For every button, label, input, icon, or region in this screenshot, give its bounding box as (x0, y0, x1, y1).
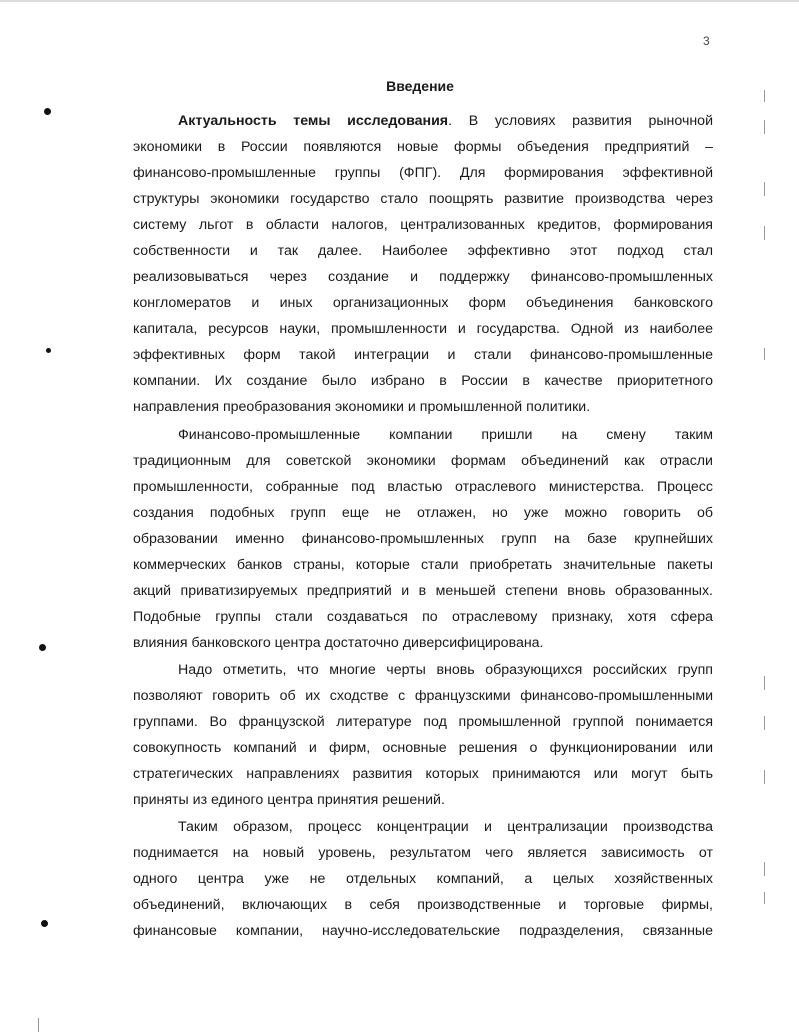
paragraph-line: коммерческих банков страны, которые стали приобретать значительные пакеты (133, 557, 713, 573)
paragraph-line: поднимается на новый уровень, результатом чего является зависимость от (133, 845, 713, 861)
binder-hole-dot (39, 644, 46, 651)
paragraph-line: Таким образом, процесс концентрации и централизации производства (178, 819, 713, 835)
scan-edge-mark (38, 1018, 39, 1032)
scan-edge-mark (764, 120, 765, 134)
binder-hole-dot (46, 348, 51, 353)
paragraph-line: образовании именно финансово-промышленных групп на базе крупнейших (133, 531, 713, 547)
paragraph-line: одного центра уже не отдельных компаний, а целых хозяйственных (133, 871, 713, 887)
paragraph-line: объединений, включающих в себя производственные и торговые фирмы, (133, 897, 713, 913)
scan-edge-mark (764, 182, 765, 196)
paragraph-line: промышленности, собранные под властью отраслевого министерства. Процесс (133, 479, 713, 495)
paragraph-line: Подобные группы стали создаваться по отраслевому признаку, хотя сфера (133, 609, 713, 625)
paragraph-line: эффективных форм такой интеграции и стали финансово-промышленные (133, 347, 713, 363)
paragraph-line: стратегических направлениях развития которых принимаются или могут быть (133, 766, 713, 782)
page-number: 3 (703, 34, 710, 48)
scan-edge-mark (764, 226, 765, 240)
paragraph-line: совокупность компаний и фирм, основные решения о функционировании или (133, 740, 713, 756)
paragraph-line: конгломератов и иных организационных форм объединения банковского (133, 295, 713, 311)
paragraph-line: собственности и так далее. Наиболее эффективно этот подход стал (133, 243, 713, 259)
paragraph-line: капитала, ресурсов науки, промышленности и государства. Одной из наиболее (133, 321, 713, 337)
paragraph-line: традиционным для советской экономики формам объединений как отрасли (133, 453, 713, 469)
paragraph-line: позволяют говорить об их сходстве с французскими финансово-промышленными (133, 688, 713, 704)
section-heading: Введение (386, 78, 454, 94)
binder-hole-dot (44, 108, 51, 115)
paragraph-line: группами. Во французской литературе под промышленной группой понимается (133, 714, 713, 730)
paragraph-line: приняты из единого центра принятия решений. (133, 792, 445, 808)
binder-hole-dot (41, 920, 48, 927)
paragraph-line: направления преобразования экономики и промышленной политики. (133, 399, 591, 415)
paragraph-line: финансово-промышленные группы (ФПГ). Для формирования эффективной (133, 165, 713, 181)
scan-edge-mark (764, 676, 765, 690)
paragraph-line: влияния банковского центра достаточно диверсифицирована. (133, 635, 544, 651)
scan-edge-mark (764, 348, 765, 360)
paragraph-line: Финансово-промышленные компании пришли на смену таким (178, 427, 713, 443)
scan-edge-mark (764, 716, 765, 730)
paragraph-line: экономики в России появляются новые формы объедения предприятий – (133, 139, 713, 155)
paragraph-line: реализовываться через создание и поддержку финансово-промышленных (133, 269, 713, 285)
paragraph-line: систему льгот в области налогов, централизованных кредитов, формирования (133, 217, 713, 233)
scan-edge-mark (764, 862, 765, 876)
scan-edge-mark (764, 90, 765, 102)
paragraph-line: создания подобных групп еще не отлажен, но уже можно говорить об (133, 505, 713, 521)
scan-edge-mark (764, 770, 765, 784)
paragraph-line: Надо отметить, что многие черты вновь образующихся российских групп (178, 662, 713, 678)
paragraph-line: компании. Их создание было избрано в России в качестве приоритетного (133, 373, 713, 389)
paragraph-line: структуры экономики государство стало поощрять развитие производства через (133, 191, 713, 207)
scan-top-edge (0, 0, 799, 2)
paragraph-line: финансовые компании, научно-исследовательские подразделения, связанные (133, 923, 713, 939)
scan-edge-mark (764, 892, 765, 904)
paragraph-1-line-1 (133, 112, 713, 130)
paragraph-line: акций приватизируемых предприятий и в меньшей степени вновь образованных. (133, 583, 713, 599)
lead-bold-text: Актуальность темы исследования (178, 113, 449, 129)
lead-rest-text: . В условиях развития рыночной (448, 113, 713, 129)
